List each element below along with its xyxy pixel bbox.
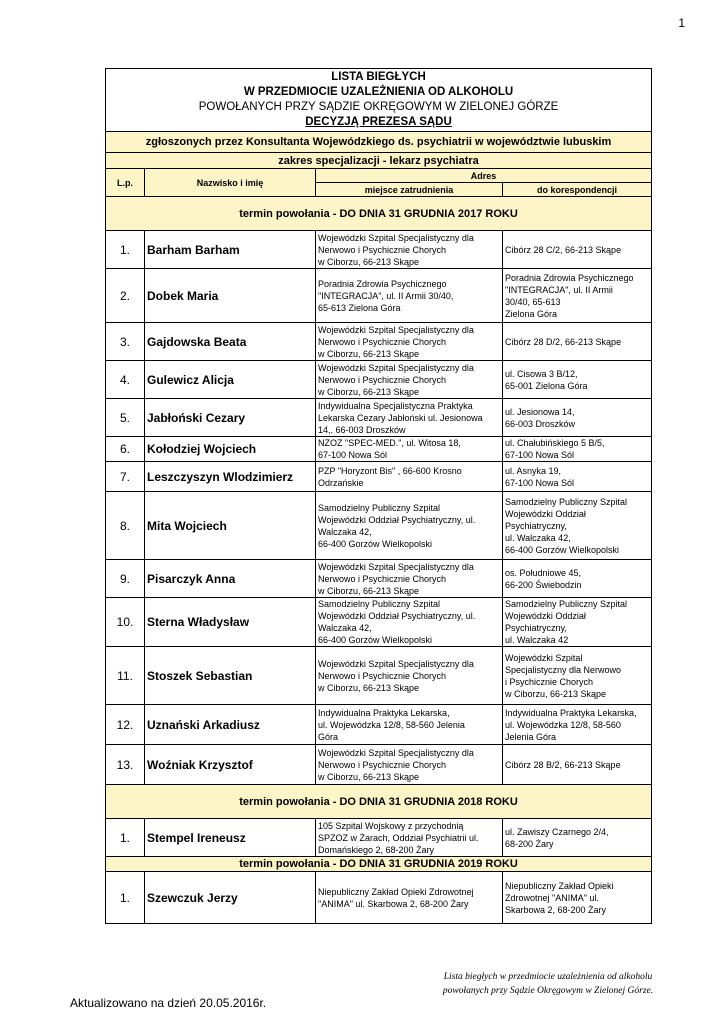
workplace-address: [316, 323, 503, 361]
workplace-address-line: ul. Wojewódzka 12/8, 58-560 Jelenia: [318, 719, 465, 730]
correspondence-address-line: Cibórz 28 B/2, 66-213 Skąpe: [505, 759, 621, 770]
correspondence-address-line: w Ciborzu, 66-213 Skąpe: [505, 688, 607, 699]
workplace-address: [316, 598, 503, 647]
correspondence-address: [503, 269, 652, 323]
expert-name: Barham Barham: [145, 231, 316, 269]
correspondence-address-line: 65-001 Zielona Góra: [505, 380, 588, 391]
expert-name: Pisarczyk Anna: [145, 560, 316, 598]
table-row: [106, 399, 652, 437]
workplace-address-line: Odrzańskie: [318, 477, 364, 488]
workplace-address-line: 14,. 66-003 Droszków: [318, 424, 406, 435]
expert-name: Dobek Maria: [145, 269, 316, 323]
table-row: [106, 598, 652, 647]
workplace-address-line: "INTEGRACJA", ul. II Armii 30/40,: [318, 290, 454, 301]
table-row: [106, 361, 652, 399]
workplace-address-line: "ANIMA" ul. Skarbowa 2, 68-200 Żary: [318, 898, 469, 909]
correspondence-address-line: Psychiatryczny,: [505, 520, 567, 531]
workplace-address-line: Wojewódzki Oddział Psychiatryczny, ul.: [318, 611, 476, 621]
workplace-address-line: w Ciborzu, 66-213 Skąpe: [318, 386, 420, 397]
section-2018-banner: termin powołania - DO DNIA 31 GRUDNIA 2018 ROKU: [106, 785, 652, 819]
correspondence-address: [503, 323, 652, 361]
title-line-1: LISTA BIEGŁYCH: [331, 71, 426, 83]
workplace-address-line: Niepubliczny Zakład Opieki Zdrowotnej: [318, 886, 474, 897]
expert-name: Uznański Arkadiusz: [145, 705, 316, 745]
table-row: [106, 231, 652, 269]
correspondence-address-line: "INTEGRACJA", ul. II Armii: [505, 284, 613, 295]
workplace-address-line: Samodzielny Publiczny Szpital: [318, 599, 441, 609]
workplace-address-line: Walczaka 42,: [318, 623, 372, 633]
workplace-address-line: PZP "Horyzont Bis" , 66-600 Krosno: [318, 465, 462, 476]
table-row: [106, 462, 652, 492]
workplace-address: [316, 872, 503, 924]
expert-name: Woźniak Krzysztof: [145, 745, 316, 785]
correspondence-address: [503, 819, 652, 857]
row-number: 4.: [106, 361, 145, 399]
correspondence-address: [503, 399, 652, 437]
correspondence-address-line: Samodzielny Publiczny Szpital: [505, 496, 628, 507]
table-row: [106, 492, 652, 560]
workplace-address-line: 66-400 Gorzów Wielkopolski: [318, 635, 433, 645]
workplace-address-line: Wojewódzki Oddział Psychiatryczny, ul.: [318, 514, 476, 525]
workplace-address-line: Indywidualna Specjalistyczna Praktyka: [318, 400, 473, 411]
workplace-address: [316, 492, 503, 560]
workplace-address-line: w Ciborzu, 66-213 Skąpe: [318, 771, 420, 782]
workplace-address: [316, 462, 503, 492]
correspondence-address-line: ul. Asnyka 19,: [505, 465, 562, 476]
expert-name: Stempel Ireneusz: [145, 819, 316, 857]
correspondence-address: [503, 647, 652, 705]
footer-note: [433, 970, 663, 998]
expert-name: Gajdowska Beata: [145, 323, 316, 361]
correspondence-address: [503, 872, 652, 924]
workplace-address-line: Walczaka 42,: [318, 526, 372, 537]
correspondence-address-line: 30/40, 65-613: [505, 296, 561, 307]
table-row: [106, 269, 652, 323]
col-header-lp: L.p.: [106, 169, 145, 197]
workplace-address-line: 105 Szpital Wojskowy z przychodnią: [318, 820, 464, 831]
correspondence-address: [503, 361, 652, 399]
workplace-address-line: Nerwowo i Psychicznie Chorych: [318, 573, 447, 584]
workplace-address-line: w Ciborzu, 66-213 Skąpe: [318, 348, 420, 359]
workplace-address-line: SPZOZ w Żarach, Oddział Psychiatrii ul.: [318, 832, 479, 843]
workplace-address: [316, 269, 503, 323]
correspondence-address: [503, 560, 652, 598]
correspondence-address-line: ul. Wojewódzka 12/8, 58-560: [505, 719, 621, 730]
correspondence-address-line: Poradnia Zdrowia Psychicznego: [505, 272, 634, 283]
col-header-address: Adres: [316, 169, 652, 183]
workplace-address-line: Wojewódzki Szpital Specjalistyczny dla: [318, 362, 474, 373]
workplace-address: [316, 231, 503, 269]
row-number: 13.: [106, 745, 145, 785]
table-row: [106, 872, 652, 924]
workplace-address-line: 67-100 Nowa Sól: [318, 450, 388, 460]
row-number: 1.: [106, 872, 145, 924]
workplace-address: [316, 819, 503, 857]
workplace-address-line: Poradnia Zdrowia Psychicznego: [318, 278, 447, 289]
row-number: 10.: [106, 598, 145, 647]
footer-note-line-2: powołanych przy Sądzie Okręgowym w Zielonej Górze.: [442, 986, 654, 996]
correspondence-address-line: Zdrowotnej "ANIMA" ul.: [505, 892, 599, 903]
correspondence-address-line: 68-200 Żary: [505, 838, 554, 849]
workplace-address: [316, 745, 503, 785]
workplace-address: [316, 647, 503, 705]
correspondence-address-line: Specjalistyczny dla Nerwowo: [505, 664, 622, 675]
workplace-address-line: Nerwowo i Psychicznie Chorych: [318, 670, 447, 681]
page-number: 1: [678, 16, 685, 30]
correspondence-address-line: 67-100 Nowa Sól: [505, 450, 575, 460]
workplace-address-line: Domańskiego 2, 68-200 Żary: [318, 844, 435, 855]
row-number: 1.: [106, 231, 145, 269]
title-block: [106, 69, 652, 132]
workplace-address-line: Samodzielny Publiczny Szpital: [318, 502, 441, 513]
row-number: 6.: [106, 437, 145, 462]
workplace-address-line: Nerwowo i Psychicznie Chorych: [318, 374, 447, 385]
correspondence-address-line: ul. Jesionowa 14,: [505, 406, 575, 417]
workplace-address-line: Indywidualna Praktyka Lekarska,: [318, 707, 450, 718]
table-row: [106, 437, 652, 462]
correspondence-address-line: i Psychicznie Chorych: [505, 676, 594, 687]
correspondence-address-line: Samodzielny Publiczny Szpital: [505, 599, 628, 609]
expert-name: Kołodziej Wojciech: [145, 437, 316, 462]
workplace-address-line: Wojewódzki Szpital Specjalistyczny dla: [318, 232, 474, 243]
correspondence-address-line: Cibórz 28 C/2, 66-213 Skąpe: [505, 244, 622, 255]
correspondence-address-line: Psychiatryczny,: [505, 623, 567, 633]
correspondence-address-line: ul. Chałubińskiego 5 B/5,: [505, 438, 605, 448]
section-2017-banner: termin powołania - DO DNIA 31 GRUDNIA 2017 ROKU: [106, 197, 652, 231]
workplace-address-line: Nerwowo i Psychicznie Chorych: [318, 244, 447, 255]
correspondence-address-line: Wojewódzki Oddział: [505, 508, 586, 519]
expert-name: Szewczuk Jerzy: [145, 872, 316, 924]
correspondence-address-line: Cibórz 28 D/2, 66-213 Skąpe: [505, 336, 622, 347]
row-number: 1.: [106, 819, 145, 857]
workplace-address: [316, 399, 503, 437]
correspondence-address-line: 66-400 Gorzów Wielkopolski: [505, 544, 620, 555]
workplace-address-line: w Ciborzu, 66-213 Skąpe: [318, 682, 420, 693]
correspondence-address-line: Wojewódzki Oddział: [505, 611, 586, 621]
expert-name: Gulewicz Alicja: [145, 361, 316, 399]
correspondence-address: [503, 231, 652, 269]
workplace-address-line: 66-400 Gorzów Wielkopolski: [318, 538, 433, 549]
workplace-address-line: Wojewódzki Szpital Specjalistyczny dla: [318, 658, 474, 669]
correspondence-address-line: ul. Cisowa 3 B/12,: [505, 368, 578, 379]
row-number: 3.: [106, 323, 145, 361]
workplace-address: [316, 437, 503, 462]
title-line-2: W PRZEDMIOCIE UZALEŻNIENIA OD ALKOHOLU: [243, 86, 514, 98]
correspondence-address-line: 66-003 Droszków: [505, 418, 576, 429]
correspondence-address-line: Skarbowa 2, 68-200 Żary: [505, 904, 607, 915]
workplace-address-line: 65-613 Zielona Góra: [318, 302, 401, 313]
table-row: [106, 705, 652, 745]
experts-table: [105, 68, 652, 924]
correspondence-address-line: 67-100 Nowa Sól: [505, 477, 575, 488]
workplace-address-line: w Ciborzu, 66-213 Skąpe: [318, 256, 420, 267]
workplace-address-line: Wojewódzki Szpital Specjalistyczny dla: [318, 747, 474, 758]
subheader-specialization: zakres specjalizacji - lekarz psychiatra: [106, 153, 652, 169]
workplace-address-line: Nerwowo i Psychicznie Chorych: [318, 759, 447, 770]
workplace-address: [316, 705, 503, 745]
table-row: [106, 647, 652, 705]
col-header-workplace: miejsce zatrudnienia: [316, 183, 503, 197]
row-number: 12.: [106, 705, 145, 745]
col-header-name: Nazwisko i imię: [145, 169, 316, 197]
row-number: 11.: [106, 647, 145, 705]
workplace-address-line: NZOZ "SPEC-MED.", ul. Witosa 18,: [318, 438, 461, 448]
correspondence-address: [503, 492, 652, 560]
correspondence-address-line: Zielona Góra: [505, 308, 558, 319]
correspondence-address-line: ul. Zawiszy Czarnego 2/4,: [505, 826, 609, 837]
section-2019-banner: termin powołania - DO DNIA 31 GRUDNIA 2019 ROKU: [106, 857, 652, 872]
workplace-address-line: Nerwowo i Psychicznie Chorych: [318, 336, 447, 347]
expert-name: Mita Wojciech: [145, 492, 316, 560]
correspondence-address: [503, 598, 652, 647]
table-row: [106, 745, 652, 785]
col-header-correspondence: do korespondencji: [503, 183, 652, 197]
subheader-consultant: zgłoszonych przez Konsultanta Wojewódzkiego ds. psychiatrii w województwie lubuskim: [106, 132, 652, 153]
row-number: 5.: [106, 399, 145, 437]
expert-name: Leszczyszyn Wlodzimierz: [145, 462, 316, 492]
correspondence-address: [503, 745, 652, 785]
updated-date: Aktualizowano na dzień 20.05.2016r.: [70, 996, 267, 1010]
correspondence-address-line: Indywidualna Praktyka Lekarska,: [505, 707, 637, 718]
footer-note-line-1: Lista biegłych w przedmiocie uzależnienia od alkoholu: [443, 972, 653, 982]
correspondence-address: [503, 437, 652, 462]
workplace-address-line: Lekarska Cezary Jabłoński ul. Jesionowa: [318, 412, 483, 423]
workplace-address-line: Wojewódzki Szpital Specjalistyczny dla: [318, 324, 474, 335]
workplace-address-line: Wojewódzki Szpital Specjalistyczny dla: [318, 561, 474, 572]
correspondence-address-line: ul. Walczaka 42,: [505, 532, 571, 543]
correspondence-address-line: 66-200 Świebodzin: [505, 579, 582, 590]
correspondence-address-line: Wojewódzki Szpital: [505, 652, 583, 663]
row-number: 8.: [106, 492, 145, 560]
workplace-address: [316, 560, 503, 598]
table-row: [106, 819, 652, 857]
row-number: 7.: [106, 462, 145, 492]
row-number: 9.: [106, 560, 145, 598]
expert-name: Sterna Władysław: [145, 598, 316, 647]
workplace-address-line: Góra: [318, 731, 339, 742]
expert-name: Jabłoński Cezary: [145, 399, 316, 437]
expert-name: Stoszek Sebastian: [145, 647, 316, 705]
correspondence-address: [503, 462, 652, 492]
row-number: 2.: [106, 269, 145, 323]
table-row: [106, 323, 652, 361]
title-line-3: POWOŁANYCH PRZY SĄDZIE OKRĘGOWYM W ZIELONEJ GÓRZE: [198, 101, 559, 113]
correspondence-address-line: Jelenia Góra: [505, 731, 557, 742]
correspondence-address-line: os. Południowe 45,: [505, 567, 582, 578]
workplace-address: [316, 361, 503, 399]
correspondence-address-line: ul. Walczaka 42: [505, 635, 569, 645]
workplace-address-line: w Ciborzu, 66-213 Skąpe: [318, 585, 420, 596]
correspondence-address-line: Niepubliczny Zakład Opieki: [505, 880, 614, 891]
correspondence-address: [503, 705, 652, 745]
title-line-4: DECYZJĄ PREZESA SĄDU: [305, 116, 452, 128]
table-row: [106, 560, 652, 598]
